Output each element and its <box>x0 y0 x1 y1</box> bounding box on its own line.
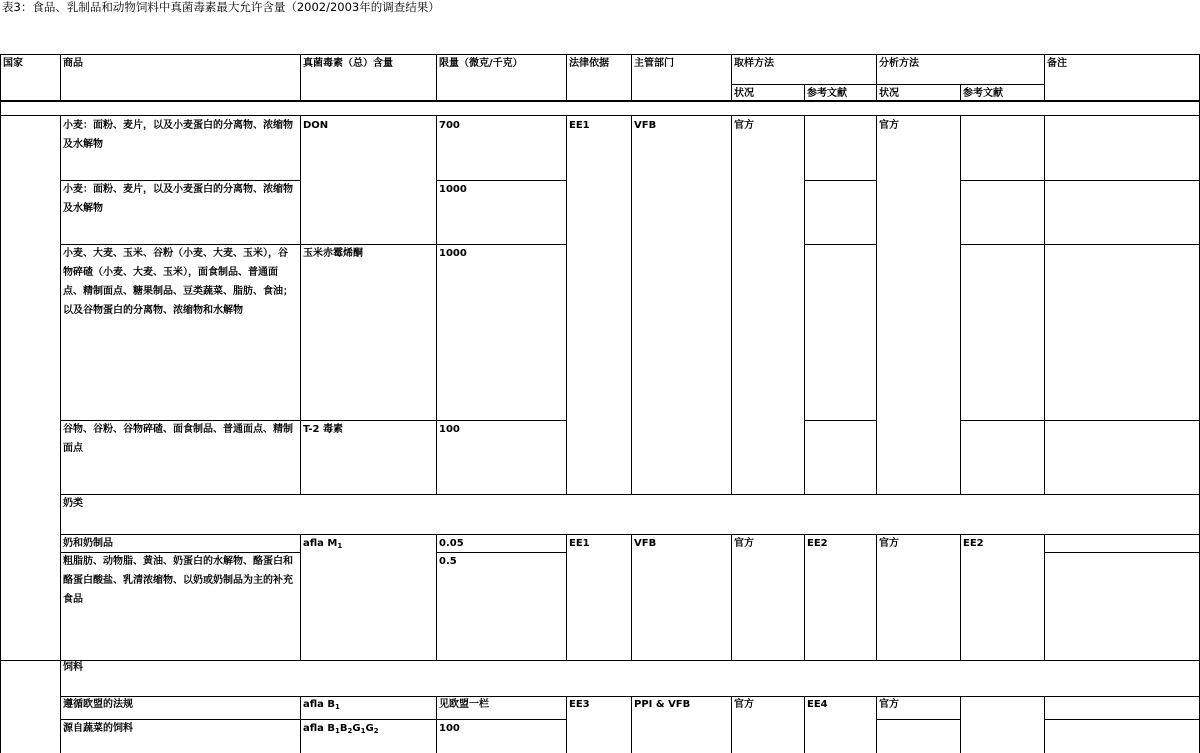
feed-row2-toxin <box>303 719 379 738</box>
row1-legal: EE1 <box>569 120 590 131</box>
rule-col-sampling <box>731 54 732 101</box>
rule-col-legal-body2 <box>566 534 567 660</box>
rule-feed-row2b <box>876 719 960 720</box>
section-feed-label: 饲料 <box>63 662 83 673</box>
feed-row1-legal: EE3 <box>569 699 590 710</box>
milk-row2-commodity: 粗脂肪、动物脂、黄油、奶蛋白的水解物、酪蛋白和酪蛋白酸盐、乳清浓缩物、以奶或奶制品为主的补充食品 <box>63 556 293 605</box>
feed-row2-toxin-sub: 1 <box>360 727 366 735</box>
feed-row1-toxin <box>303 695 340 714</box>
rule-col-legal-body3 <box>566 696 567 753</box>
feed-row1-authority: PPI & VFB <box>634 699 691 710</box>
header-remarks: 备注 <box>1047 58 1067 69</box>
section-milk-label: 奶类 <box>63 498 83 509</box>
header-authority: 主管部门 <box>634 58 674 69</box>
feed-row2-toxin-sub: 2 <box>373 727 379 735</box>
rule-row2c <box>960 244 1200 245</box>
rule-col-analysis-body3 <box>876 696 877 753</box>
row1-limit: 700 <box>439 120 460 131</box>
row3-toxin: 玉米赤霉烯酮 <box>303 248 363 259</box>
row4-commodity: 谷物、谷粉、谷物碎碴、面食制品、普通面点、精制面点 <box>63 424 293 454</box>
rule-col-legal <box>566 54 567 101</box>
rule-col-remarks-body1 <box>1044 115 1045 494</box>
row1-sampling-status: 官方 <box>734 120 754 131</box>
header-sampling-status: 状况 <box>734 88 754 99</box>
rule-col-toxin-body2 <box>300 534 301 660</box>
feed-row1-analysis-status: 官方 <box>879 699 899 710</box>
milk-row2-limit: 0.5 <box>439 556 457 567</box>
rule-feed-row2c <box>1044 719 1200 720</box>
rule-col-remarks-body2 <box>1044 534 1045 660</box>
rule-col-sampling-body1 <box>731 115 732 494</box>
header-country: 国家 <box>3 58 23 69</box>
feed-row2-toxin-part: G <box>365 723 374 734</box>
rule-feed-row1 <box>60 696 1200 697</box>
row1-authority: VFB <box>634 120 657 131</box>
rule-col-limit-body2 <box>436 534 437 660</box>
rule-col-analysis-ref-body2 <box>960 534 961 660</box>
rule-col-limit-body3 <box>436 696 437 753</box>
table-caption: 表3：食品、乳制品和动物饲料中真菌毒素最大允许含量（2002/2003年的调查结果） <box>2 0 440 14</box>
row4-toxin: T-2 毒素 <box>303 424 343 435</box>
milk-row1-sampling-status: 官方 <box>734 538 754 549</box>
header-analysis-status: 状况 <box>879 88 899 99</box>
milk-row1-sampling-ref: EE2 <box>807 538 828 549</box>
row3-commodity: 小麦、大麦、玉米、谷粉（小麦、大麦、玉米），谷物碎碴（小麦、大麦、玉米），面食制品、普通面点、精制面点、糖果制品、豆类蔬菜、脂肪、食油；以及谷物蛋白的分离物、浓缩物和水解物 <box>63 248 293 316</box>
feed-row1-toxin-sub: 1 <box>335 703 340 711</box>
feed-row1-limit: 见欧盟一栏 <box>439 699 489 710</box>
rule-row1d <box>960 180 1200 181</box>
milk-row1-analysis-status: 官方 <box>879 538 899 549</box>
rule-header-bottom <box>0 100 1200 102</box>
rule-col-commodity-body <box>60 115 61 753</box>
rule-feed-section <box>0 660 1200 661</box>
header-legal-basis: 法律依据 <box>569 58 609 69</box>
row4-limit: 100 <box>439 424 460 435</box>
feed-row1-sampling-ref: EE4 <box>807 699 828 710</box>
rule-col-authority-body1 <box>631 115 632 494</box>
feed-row2-toxin-part: B <box>339 723 348 734</box>
rule-row3c <box>960 420 1200 421</box>
row3-limit: 1000 <box>439 248 467 259</box>
rule-col-limit <box>436 54 437 101</box>
feed-row2-toxin-part: afla B <box>303 723 336 734</box>
row1-toxin: DON <box>303 120 329 131</box>
feed-row1-toxin-prefix: afla B <box>303 699 336 710</box>
header-toxin: 真菌毒素（总）含量 <box>303 58 393 69</box>
rule-col-sampling-body3 <box>731 696 732 753</box>
row2-commodity: 小麦：面粉、麦片，以及小麦蛋白的分离物、浓缩物及水解物 <box>63 184 293 214</box>
feed-row1-sampling-status: 官方 <box>734 699 754 710</box>
feed-row1-commodity: 遵循欧盟的法规 <box>63 699 133 710</box>
feed-row2-toxin-part: G <box>352 723 361 734</box>
milk-row1-authority: VFB <box>634 538 657 549</box>
rule-col-authority <box>631 54 632 101</box>
rule-col-analysis-body1 <box>876 115 877 494</box>
rule-row2b <box>804 244 876 245</box>
header-analysis: 分析方法 <box>879 58 919 69</box>
rule-col-toxin-body1 <box>300 115 301 494</box>
rule-col-limit-body1 <box>436 115 437 494</box>
milk-row1-analysis-ref: EE2 <box>963 538 984 549</box>
feed-row2-toxin-sub: 1 <box>335 727 340 735</box>
rule-row1c <box>804 180 876 181</box>
rule-col-analysis <box>876 54 877 101</box>
header-sampling: 取样方法 <box>734 58 774 69</box>
rule-milk-section <box>60 494 1200 495</box>
rule-col-analysis-ref-body3 <box>960 696 961 753</box>
rule-col-analysis-ref <box>960 84 961 101</box>
milk-row1-toxin-prefix: afla M <box>303 538 338 549</box>
rule-col-sampling-ref <box>804 84 805 101</box>
header-analysis-reference: 参考文献 <box>963 88 1003 99</box>
header-sampling-reference: 参考文献 <box>807 88 847 99</box>
milk-row1-toxin <box>303 534 342 553</box>
row2-limit: 1000 <box>439 184 467 195</box>
rule-col-toxin <box>300 54 301 101</box>
row1-analysis-status: 官方 <box>879 120 899 131</box>
rule-left-border <box>0 54 1 753</box>
rule-col-remarks-body3 <box>1044 696 1045 753</box>
milk-row1-legal: EE1 <box>569 538 590 549</box>
rule-col-commodity <box>60 54 61 101</box>
rule-col-sampling-ref-body1 <box>804 115 805 494</box>
rule-col-sampling-ref-body2 <box>804 534 805 660</box>
rule-col-authority-body2 <box>631 534 632 660</box>
milk-row1-toxin-sub: 1 <box>337 542 343 550</box>
rule-col-sampling-body2 <box>731 534 732 660</box>
rule-milk-row2c <box>1044 552 1200 553</box>
rule-col-analysis-body2 <box>876 534 877 660</box>
rule-col-sampling-ref-body3 <box>804 696 805 753</box>
header-limit: 限量（微克/千克） <box>439 58 523 69</box>
feed-row2-commodity: 源自蔬菜的饲料 <box>63 723 133 734</box>
rule-milk-row1 <box>60 534 1200 535</box>
header-commodity: 商品 <box>63 58 83 69</box>
rule-col-toxin-body3 <box>300 696 301 753</box>
rule-col-remarks <box>1044 54 1045 101</box>
feed-row2-limit: 100 <box>439 723 460 734</box>
rule-col-analysis-ref-body1 <box>960 115 961 494</box>
rule-col-legal-body1 <box>566 115 567 494</box>
rule-row3b <box>804 420 876 421</box>
rule-col-authority-body3 <box>631 696 632 753</box>
row1-commodity: 小麦：面粉、麦片，以及小麦蛋白的分离物、浓缩物及水解物 <box>63 120 293 150</box>
milk-row1-commodity: 奶和奶制品 <box>63 538 113 549</box>
feed-row2-toxin-sub: 2 <box>347 727 353 735</box>
milk-row1-limit: 0.05 <box>439 538 464 549</box>
